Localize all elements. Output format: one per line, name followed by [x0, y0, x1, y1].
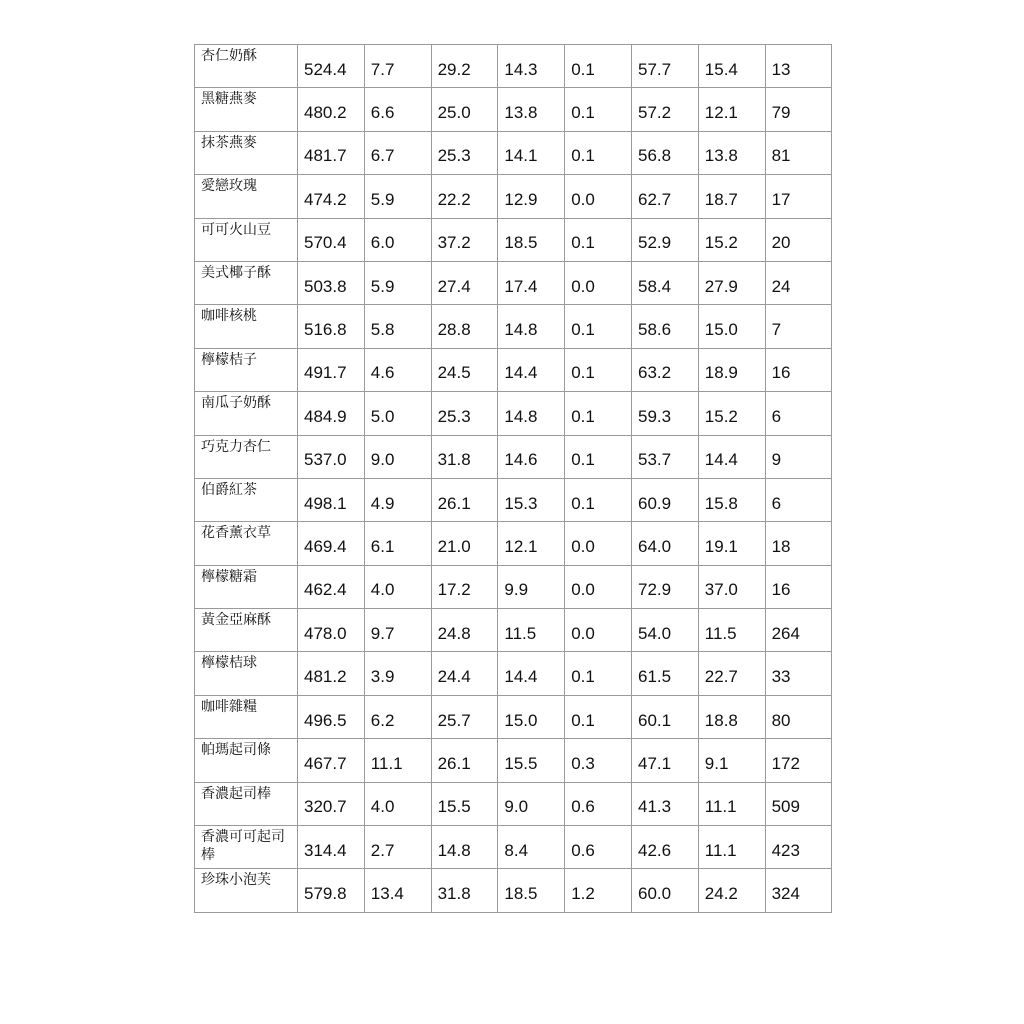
- table-row: [195, 88, 832, 131]
- table-row: [195, 565, 832, 608]
- value-cell: 13.8: [498, 88, 565, 131]
- value-cell: 0.1: [565, 478, 632, 521]
- value-cell: 9.1: [698, 739, 765, 782]
- value-cell: 24.8: [431, 609, 498, 652]
- value-cell: 0.3: [565, 739, 632, 782]
- value-cell: 324: [765, 869, 832, 912]
- value-cell: 42.6: [631, 826, 698, 869]
- value-cell: 26.1: [431, 478, 498, 521]
- value-cell: 57.2: [631, 88, 698, 131]
- value-cell: 62.7: [631, 175, 698, 218]
- value-cell: 12.1: [498, 522, 565, 565]
- value-cell: 4.0: [364, 782, 431, 825]
- value-cell: 61.5: [631, 652, 698, 695]
- table-row: [195, 261, 832, 304]
- value-cell: 33: [765, 652, 832, 695]
- value-cell: 6.2: [364, 695, 431, 738]
- value-cell: 52.9: [631, 218, 698, 261]
- value-cell: 19.1: [698, 522, 765, 565]
- value-cell: 81: [765, 131, 832, 174]
- value-cell: 64.0: [631, 522, 698, 565]
- value-cell: 0.6: [565, 782, 632, 825]
- value-cell: 15.2: [698, 392, 765, 435]
- value-cell: 58.4: [631, 261, 698, 304]
- table-row: [195, 392, 832, 435]
- value-cell: 11.5: [698, 609, 765, 652]
- value-cell: 16: [765, 348, 832, 391]
- value-cell: 15.3: [498, 478, 565, 521]
- product-name-cell: 杏仁奶酥: [195, 45, 298, 88]
- product-name-cell: 咖啡核桃: [195, 305, 298, 348]
- value-cell: 15.0: [498, 695, 565, 738]
- value-cell: 15.5: [498, 739, 565, 782]
- value-cell: 6.6: [364, 88, 431, 131]
- product-name-cell: 檸檬桔球: [195, 652, 298, 695]
- product-name-cell: 黑糖燕麥: [195, 88, 298, 131]
- product-name-cell: 檸檬桔子: [195, 348, 298, 391]
- value-cell: 11.1: [698, 826, 765, 869]
- value-cell: 24.5: [431, 348, 498, 391]
- value-cell: 22.2: [431, 175, 498, 218]
- value-cell: 58.6: [631, 305, 698, 348]
- value-cell: 59.3: [631, 392, 698, 435]
- product-name-cell: 愛戀玫瑰: [195, 175, 298, 218]
- value-cell: 25.3: [431, 392, 498, 435]
- value-cell: 27.9: [698, 261, 765, 304]
- value-cell: 15.2: [698, 218, 765, 261]
- value-cell: 14.4: [498, 348, 565, 391]
- value-cell: 0.1: [565, 45, 632, 88]
- table-row: [195, 782, 832, 825]
- value-cell: 14.4: [498, 652, 565, 695]
- product-name-cell: 抹茶燕麥: [195, 131, 298, 174]
- value-cell: 63.2: [631, 348, 698, 391]
- value-cell: 13.8: [698, 131, 765, 174]
- value-cell: 481.7: [298, 131, 365, 174]
- value-cell: 18.5: [498, 218, 565, 261]
- value-cell: 47.1: [631, 739, 698, 782]
- value-cell: 0.1: [565, 695, 632, 738]
- product-name-cell: 咖啡雜糧: [195, 695, 298, 738]
- value-cell: 7.7: [364, 45, 431, 88]
- value-cell: 9.7: [364, 609, 431, 652]
- value-cell: 14.1: [498, 131, 565, 174]
- value-cell: 11.1: [698, 782, 765, 825]
- value-cell: 14.8: [498, 392, 565, 435]
- value-cell: 0.1: [565, 131, 632, 174]
- table-row: [195, 522, 832, 565]
- value-cell: 15.5: [431, 782, 498, 825]
- value-cell: 496.5: [298, 695, 365, 738]
- value-cell: 481.2: [298, 652, 365, 695]
- value-cell: 2.7: [364, 826, 431, 869]
- value-cell: 0.1: [565, 218, 632, 261]
- product-name-cell: 巧克力杏仁: [195, 435, 298, 478]
- value-cell: 474.2: [298, 175, 365, 218]
- product-name-cell: 黃金亞麻酥: [195, 609, 298, 652]
- value-cell: 509: [765, 782, 832, 825]
- value-cell: 423: [765, 826, 832, 869]
- value-cell: 72.9: [631, 565, 698, 608]
- value-cell: 60.9: [631, 478, 698, 521]
- value-cell: 5.9: [364, 261, 431, 304]
- value-cell: 18.7: [698, 175, 765, 218]
- value-cell: 579.8: [298, 869, 365, 912]
- table-row: [195, 218, 832, 261]
- value-cell: 15.4: [698, 45, 765, 88]
- value-cell: 1.2: [565, 869, 632, 912]
- value-cell: 14.4: [698, 435, 765, 478]
- product-name-cell: 香濃起司棒: [195, 782, 298, 825]
- value-cell: 27.4: [431, 261, 498, 304]
- value-cell: 320.7: [298, 782, 365, 825]
- value-cell: 17.4: [498, 261, 565, 304]
- value-cell: 60.0: [631, 869, 698, 912]
- table-row: [195, 609, 832, 652]
- table-row: [195, 348, 832, 391]
- value-cell: 5.8: [364, 305, 431, 348]
- value-cell: 6.7: [364, 131, 431, 174]
- value-cell: 264: [765, 609, 832, 652]
- value-cell: 6.1: [364, 522, 431, 565]
- value-cell: 31.8: [431, 869, 498, 912]
- value-cell: 0.1: [565, 348, 632, 391]
- value-cell: 11.5: [498, 609, 565, 652]
- table-row: [195, 305, 832, 348]
- value-cell: 570.4: [298, 218, 365, 261]
- value-cell: 537.0: [298, 435, 365, 478]
- value-cell: 0.1: [565, 392, 632, 435]
- value-cell: 0.1: [565, 435, 632, 478]
- product-name-cell: 檸檬糖霜: [195, 565, 298, 608]
- value-cell: 9.0: [364, 435, 431, 478]
- value-cell: 7: [765, 305, 832, 348]
- value-cell: 25.7: [431, 695, 498, 738]
- value-cell: 0.0: [565, 261, 632, 304]
- value-cell: 9.0: [498, 782, 565, 825]
- value-cell: 491.7: [298, 348, 365, 391]
- value-cell: 25.3: [431, 131, 498, 174]
- value-cell: 9: [765, 435, 832, 478]
- value-cell: 4.9: [364, 478, 431, 521]
- value-cell: 5.0: [364, 392, 431, 435]
- value-cell: 503.8: [298, 261, 365, 304]
- value-cell: 14.3: [498, 45, 565, 88]
- value-cell: 0.1: [565, 88, 632, 131]
- value-cell: 462.4: [298, 565, 365, 608]
- value-cell: 53.7: [631, 435, 698, 478]
- table-row: [195, 652, 832, 695]
- value-cell: 37.0: [698, 565, 765, 608]
- table-body: [195, 45, 832, 913]
- value-cell: 18.8: [698, 695, 765, 738]
- value-cell: 0.0: [565, 175, 632, 218]
- table-row: [195, 175, 832, 218]
- table-row: [195, 45, 832, 88]
- value-cell: 56.8: [631, 131, 698, 174]
- product-name-cell: 美式椰子酥: [195, 261, 298, 304]
- value-cell: 16: [765, 565, 832, 608]
- value-cell: 516.8: [298, 305, 365, 348]
- value-cell: 4.0: [364, 565, 431, 608]
- nutrition-table: [194, 44, 832, 913]
- value-cell: 0.0: [565, 565, 632, 608]
- value-cell: 24.4: [431, 652, 498, 695]
- value-cell: 18.9: [698, 348, 765, 391]
- table-row: [195, 869, 832, 912]
- value-cell: 524.4: [298, 45, 365, 88]
- value-cell: 24: [765, 261, 832, 304]
- value-cell: 0.0: [565, 609, 632, 652]
- value-cell: 26.1: [431, 739, 498, 782]
- value-cell: 57.7: [631, 45, 698, 88]
- product-name-cell: 伯爵紅茶: [195, 478, 298, 521]
- value-cell: 314.4: [298, 826, 365, 869]
- value-cell: 31.8: [431, 435, 498, 478]
- value-cell: 8.4: [498, 826, 565, 869]
- value-cell: 15.0: [698, 305, 765, 348]
- table-row: [195, 739, 832, 782]
- value-cell: 6.0: [364, 218, 431, 261]
- value-cell: 80: [765, 695, 832, 738]
- value-cell: 14.8: [498, 305, 565, 348]
- value-cell: 6: [765, 478, 832, 521]
- value-cell: 25.0: [431, 88, 498, 131]
- product-name-cell: 花香薰衣草: [195, 522, 298, 565]
- value-cell: 18: [765, 522, 832, 565]
- table-row: [195, 695, 832, 738]
- value-cell: 28.8: [431, 305, 498, 348]
- table-row: [195, 478, 832, 521]
- value-cell: 14.8: [431, 826, 498, 869]
- value-cell: 3.9: [364, 652, 431, 695]
- table-row: [195, 826, 832, 869]
- value-cell: 0.1: [565, 652, 632, 695]
- product-name-cell: 香濃可可起司棒: [195, 826, 298, 869]
- value-cell: 172: [765, 739, 832, 782]
- value-cell: 9.9: [498, 565, 565, 608]
- value-cell: 14.6: [498, 435, 565, 478]
- value-cell: 498.1: [298, 478, 365, 521]
- value-cell: 11.1: [364, 739, 431, 782]
- value-cell: 21.0: [431, 522, 498, 565]
- value-cell: 467.7: [298, 739, 365, 782]
- table-row: [195, 131, 832, 174]
- value-cell: 60.1: [631, 695, 698, 738]
- value-cell: 480.2: [298, 88, 365, 131]
- value-cell: 4.6: [364, 348, 431, 391]
- product-name-cell: 南瓜子奶酥: [195, 392, 298, 435]
- value-cell: 54.0: [631, 609, 698, 652]
- value-cell: 0.0: [565, 522, 632, 565]
- product-name-cell: 可可火山豆: [195, 218, 298, 261]
- value-cell: 0.1: [565, 305, 632, 348]
- value-cell: 13: [765, 45, 832, 88]
- value-cell: 20: [765, 218, 832, 261]
- value-cell: 478.0: [298, 609, 365, 652]
- value-cell: 469.4: [298, 522, 365, 565]
- value-cell: 18.5: [498, 869, 565, 912]
- product-name-cell: 珍珠小泡芙: [195, 869, 298, 912]
- table-row: [195, 435, 832, 478]
- value-cell: 6: [765, 392, 832, 435]
- value-cell: 37.2: [431, 218, 498, 261]
- value-cell: 41.3: [631, 782, 698, 825]
- value-cell: 15.8: [698, 478, 765, 521]
- value-cell: 12.9: [498, 175, 565, 218]
- value-cell: 17: [765, 175, 832, 218]
- value-cell: 17.2: [431, 565, 498, 608]
- value-cell: 0.6: [565, 826, 632, 869]
- value-cell: 24.2: [698, 869, 765, 912]
- value-cell: 79: [765, 88, 832, 131]
- value-cell: 12.1: [698, 88, 765, 131]
- product-name-cell: 帕瑪起司條: [195, 739, 298, 782]
- value-cell: 22.7: [698, 652, 765, 695]
- value-cell: 5.9: [364, 175, 431, 218]
- value-cell: 29.2: [431, 45, 498, 88]
- value-cell: 484.9: [298, 392, 365, 435]
- value-cell: 13.4: [364, 869, 431, 912]
